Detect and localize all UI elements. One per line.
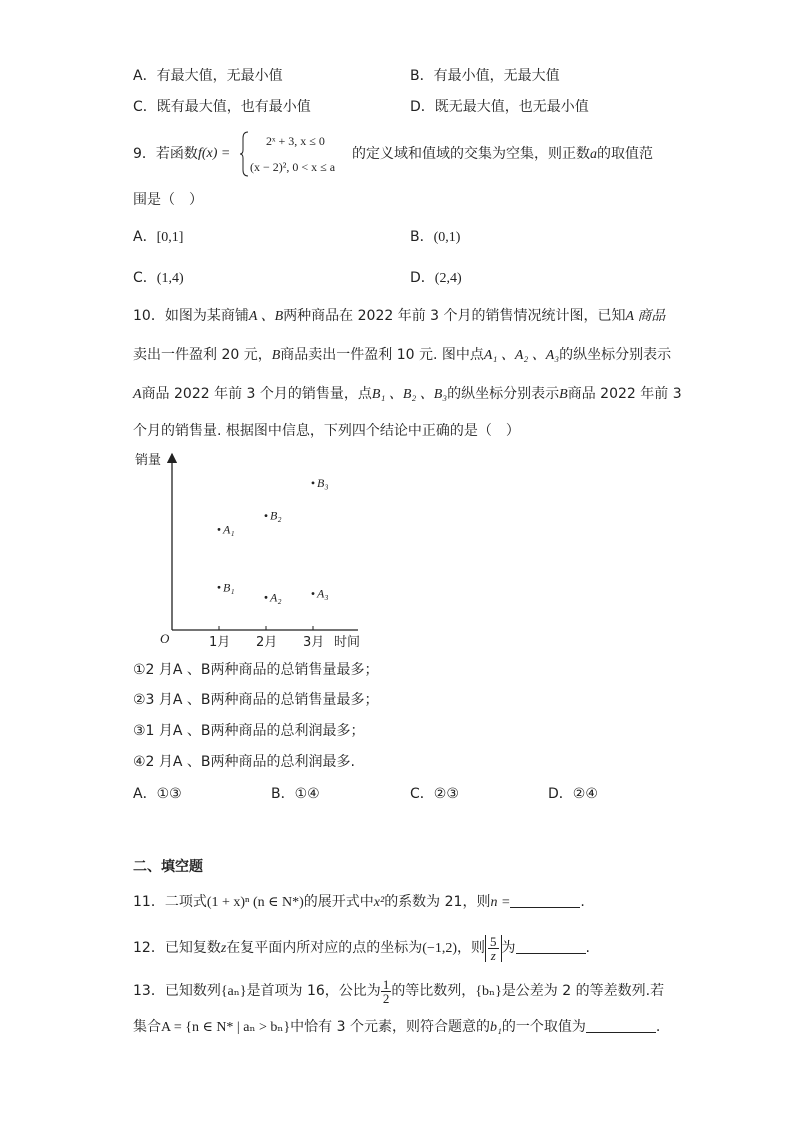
x-axis-label: 时间 (334, 635, 361, 650)
q8-option-d (410, 97, 589, 117)
math: A = {n ∈ N* | aₙ > bₙ} (161, 1020, 291, 1035)
option-text: 既有最大值，也有最小值 (156, 99, 311, 115)
q13-line2 (133, 1017, 660, 1038)
q10-stem-line2 (133, 345, 671, 366)
math: B₁ 、B₂ 、B₃ (371, 387, 448, 402)
math: (−1,2) (422, 941, 458, 956)
q9-prefix: 若函数 (155, 146, 198, 162)
q9-option-c (133, 268, 184, 289)
denominator: z (490, 947, 496, 963)
q11 (133, 892, 585, 913)
q9-suffix-b: 的取值范 (597, 146, 653, 162)
text: 商品卖出一件盈利 10 元. 图中点 (280, 347, 484, 363)
option-letter: A． (133, 68, 157, 84)
data-points (218, 476, 329, 604)
fraction (488, 935, 499, 962)
fraction (381, 978, 392, 1005)
q10-stem-line4: 个月的销售量. 根据图中信息，下列四个结论中正确的是（ ） (133, 423, 520, 439)
text: 的等比数列， (391, 983, 476, 999)
q9-case-2: (x − 2)², 0 < x ≤ a (250, 160, 336, 174)
option-text: ②③ (433, 786, 459, 802)
math: n = (490, 895, 511, 910)
data-point (218, 528, 221, 531)
data-point-label: B₁ (223, 580, 235, 595)
option-letter: C． (133, 270, 157, 286)
text: . (585, 940, 590, 956)
text: 中恰有 3 个元素，则符合题意的 (290, 1019, 490, 1035)
option-letter: A． (133, 229, 157, 245)
math: z (220, 941, 227, 956)
data-point-label: B₃ (317, 475, 329, 490)
abs-bars (485, 935, 502, 962)
text: 10．如图为某商铺 (133, 308, 249, 324)
option-letter: B． (410, 68, 434, 84)
math: (1 + x)ⁿ (n ∈ N*) (206, 895, 304, 910)
q9-case-1: 2ˣ + 3, x ≤ 0 (266, 134, 325, 148)
option-text: 既无最大值，也无最小值 (434, 99, 589, 115)
option-text: (0,1) (433, 230, 461, 245)
origin-label: O (160, 631, 170, 646)
brace-icon (240, 131, 250, 177)
text: 是公差为 2 的等差数列.若 (501, 983, 665, 999)
answer-blank[interactable] (510, 893, 580, 908)
option-letter: C． (133, 99, 157, 115)
q9-function-name: f(x) = (198, 146, 231, 161)
denominator: 2 (382, 990, 390, 1006)
q9-brace (240, 131, 250, 177)
option-text: [0,1] (156, 230, 184, 245)
math: x² (373, 895, 385, 910)
text: 的展开式中 (303, 894, 374, 910)
q9-var-a: a (590, 147, 597, 162)
math: B (271, 348, 281, 363)
option-letter: B． (410, 229, 434, 245)
q13-line1 (133, 976, 664, 1007)
option-text: ①④ (294, 786, 320, 802)
option-letter: C． (410, 786, 434, 802)
q9-option-d (410, 268, 462, 289)
q8-option-a (133, 66, 283, 86)
data-point-label: A₁ (223, 522, 235, 537)
math: A₁ 、A₂ 、A₃ (483, 348, 560, 363)
option-letter: D． (410, 99, 435, 115)
data-point (265, 514, 268, 517)
text: 集合 (133, 1019, 161, 1035)
option-letter: A． (133, 786, 157, 802)
data-point-label: B₂ (270, 508, 282, 523)
q10-option-d (548, 784, 598, 804)
option-text: ①③ (156, 786, 182, 802)
option-text: ②④ (572, 786, 598, 802)
q10-option-b (271, 784, 320, 804)
text: 的系数为 21，则 (384, 894, 491, 910)
q9-stem-line1 (133, 144, 198, 164)
data-point-label: A₃ (317, 586, 329, 601)
data-point-label: A₂ (270, 590, 282, 605)
q10-statement-1: ①2 月A 、B两种商品的总销售量最多； (133, 662, 379, 678)
option-letter: B． (271, 786, 295, 802)
option-text: (2,4) (434, 271, 462, 286)
q8-option-b (410, 66, 560, 86)
numerator: 1 (382, 976, 390, 992)
math: A 商品 (625, 309, 666, 324)
text: . (580, 894, 585, 910)
data-point (312, 592, 315, 595)
x-tick-label: 2月 (256, 635, 278, 650)
section-title: 二、填空题 (133, 859, 203, 875)
q10-option-c (410, 784, 459, 804)
math: {aₙ} (220, 984, 247, 999)
q10-statement-2: ②3 月A 、B两种商品的总销售量最多； (133, 692, 379, 708)
q9-suffix-a: 的定义域和值域的交集为空集，则正数 (352, 146, 590, 162)
math: {bₙ} (475, 984, 502, 999)
q9-stem-line1-rest (352, 144, 653, 165)
q9-stem-line2: 围是（ ） (133, 192, 203, 208)
q9-option-b (410, 227, 460, 248)
x-tick-label: 1月 (209, 635, 231, 650)
text: . (655, 1019, 661, 1035)
text: 为 (501, 940, 516, 956)
option-text: (1,4) (156, 271, 184, 286)
text: 13．已知数列 (133, 983, 221, 999)
text: 12．已知复数 (133, 940, 221, 956)
text: 的纵坐标分别表示 (447, 386, 560, 402)
option-letter: D． (410, 270, 435, 286)
text: 的纵坐标分别表示 (559, 347, 672, 363)
text: 的一个取值为 (501, 1019, 586, 1035)
option-text: 有最大值，无最小值 (156, 68, 283, 84)
question-number: 9． (133, 146, 156, 162)
option-text: 有最小值，无最大值 (433, 68, 560, 84)
text: 卖出一件盈利 20 元， (133, 347, 272, 363)
q8-option-c (133, 97, 311, 117)
q10-statement-4: ④2 月A 、B两种商品的总利润最多. (133, 754, 355, 770)
option-letter: D． (548, 786, 573, 802)
q10-stem-line1 (133, 306, 665, 327)
math: b₁ (489, 1020, 502, 1035)
data-point (312, 482, 315, 485)
q10-statement-3: ③1 月A 、B两种商品的总利润最多； (133, 723, 365, 739)
q9-option-a (133, 227, 183, 248)
text: 商品 2022 年前 3 个月的销售量，点 (141, 386, 372, 402)
numerator: 5 (490, 933, 497, 949)
q12 (133, 931, 590, 966)
text: 在复平面内所对应的点的坐标为 (226, 940, 423, 956)
math: B (559, 387, 568, 402)
text: 商品 2022 年前 3 (567, 386, 682, 402)
math: A 、B (248, 309, 284, 324)
sales-scatter-chart (130, 448, 370, 653)
data-point (265, 596, 268, 599)
answer-blank[interactable] (516, 939, 586, 954)
y-axis-label: 销量 (135, 453, 162, 468)
answer-blank[interactable] (586, 1018, 656, 1033)
text: 11．二项式 (133, 894, 207, 910)
x-tick-label: 3月 (303, 635, 325, 650)
q10-option-a (133, 784, 182, 804)
text: 是首项为 16，公比为 (246, 983, 381, 999)
text: ，则 (457, 940, 486, 956)
data-point (218, 586, 221, 589)
math: A (133, 387, 142, 402)
q10-stem-line3 (133, 384, 682, 405)
text: 两种商品在 2022 年前 3 个月的销售情况统计图，已知 (283, 308, 626, 324)
